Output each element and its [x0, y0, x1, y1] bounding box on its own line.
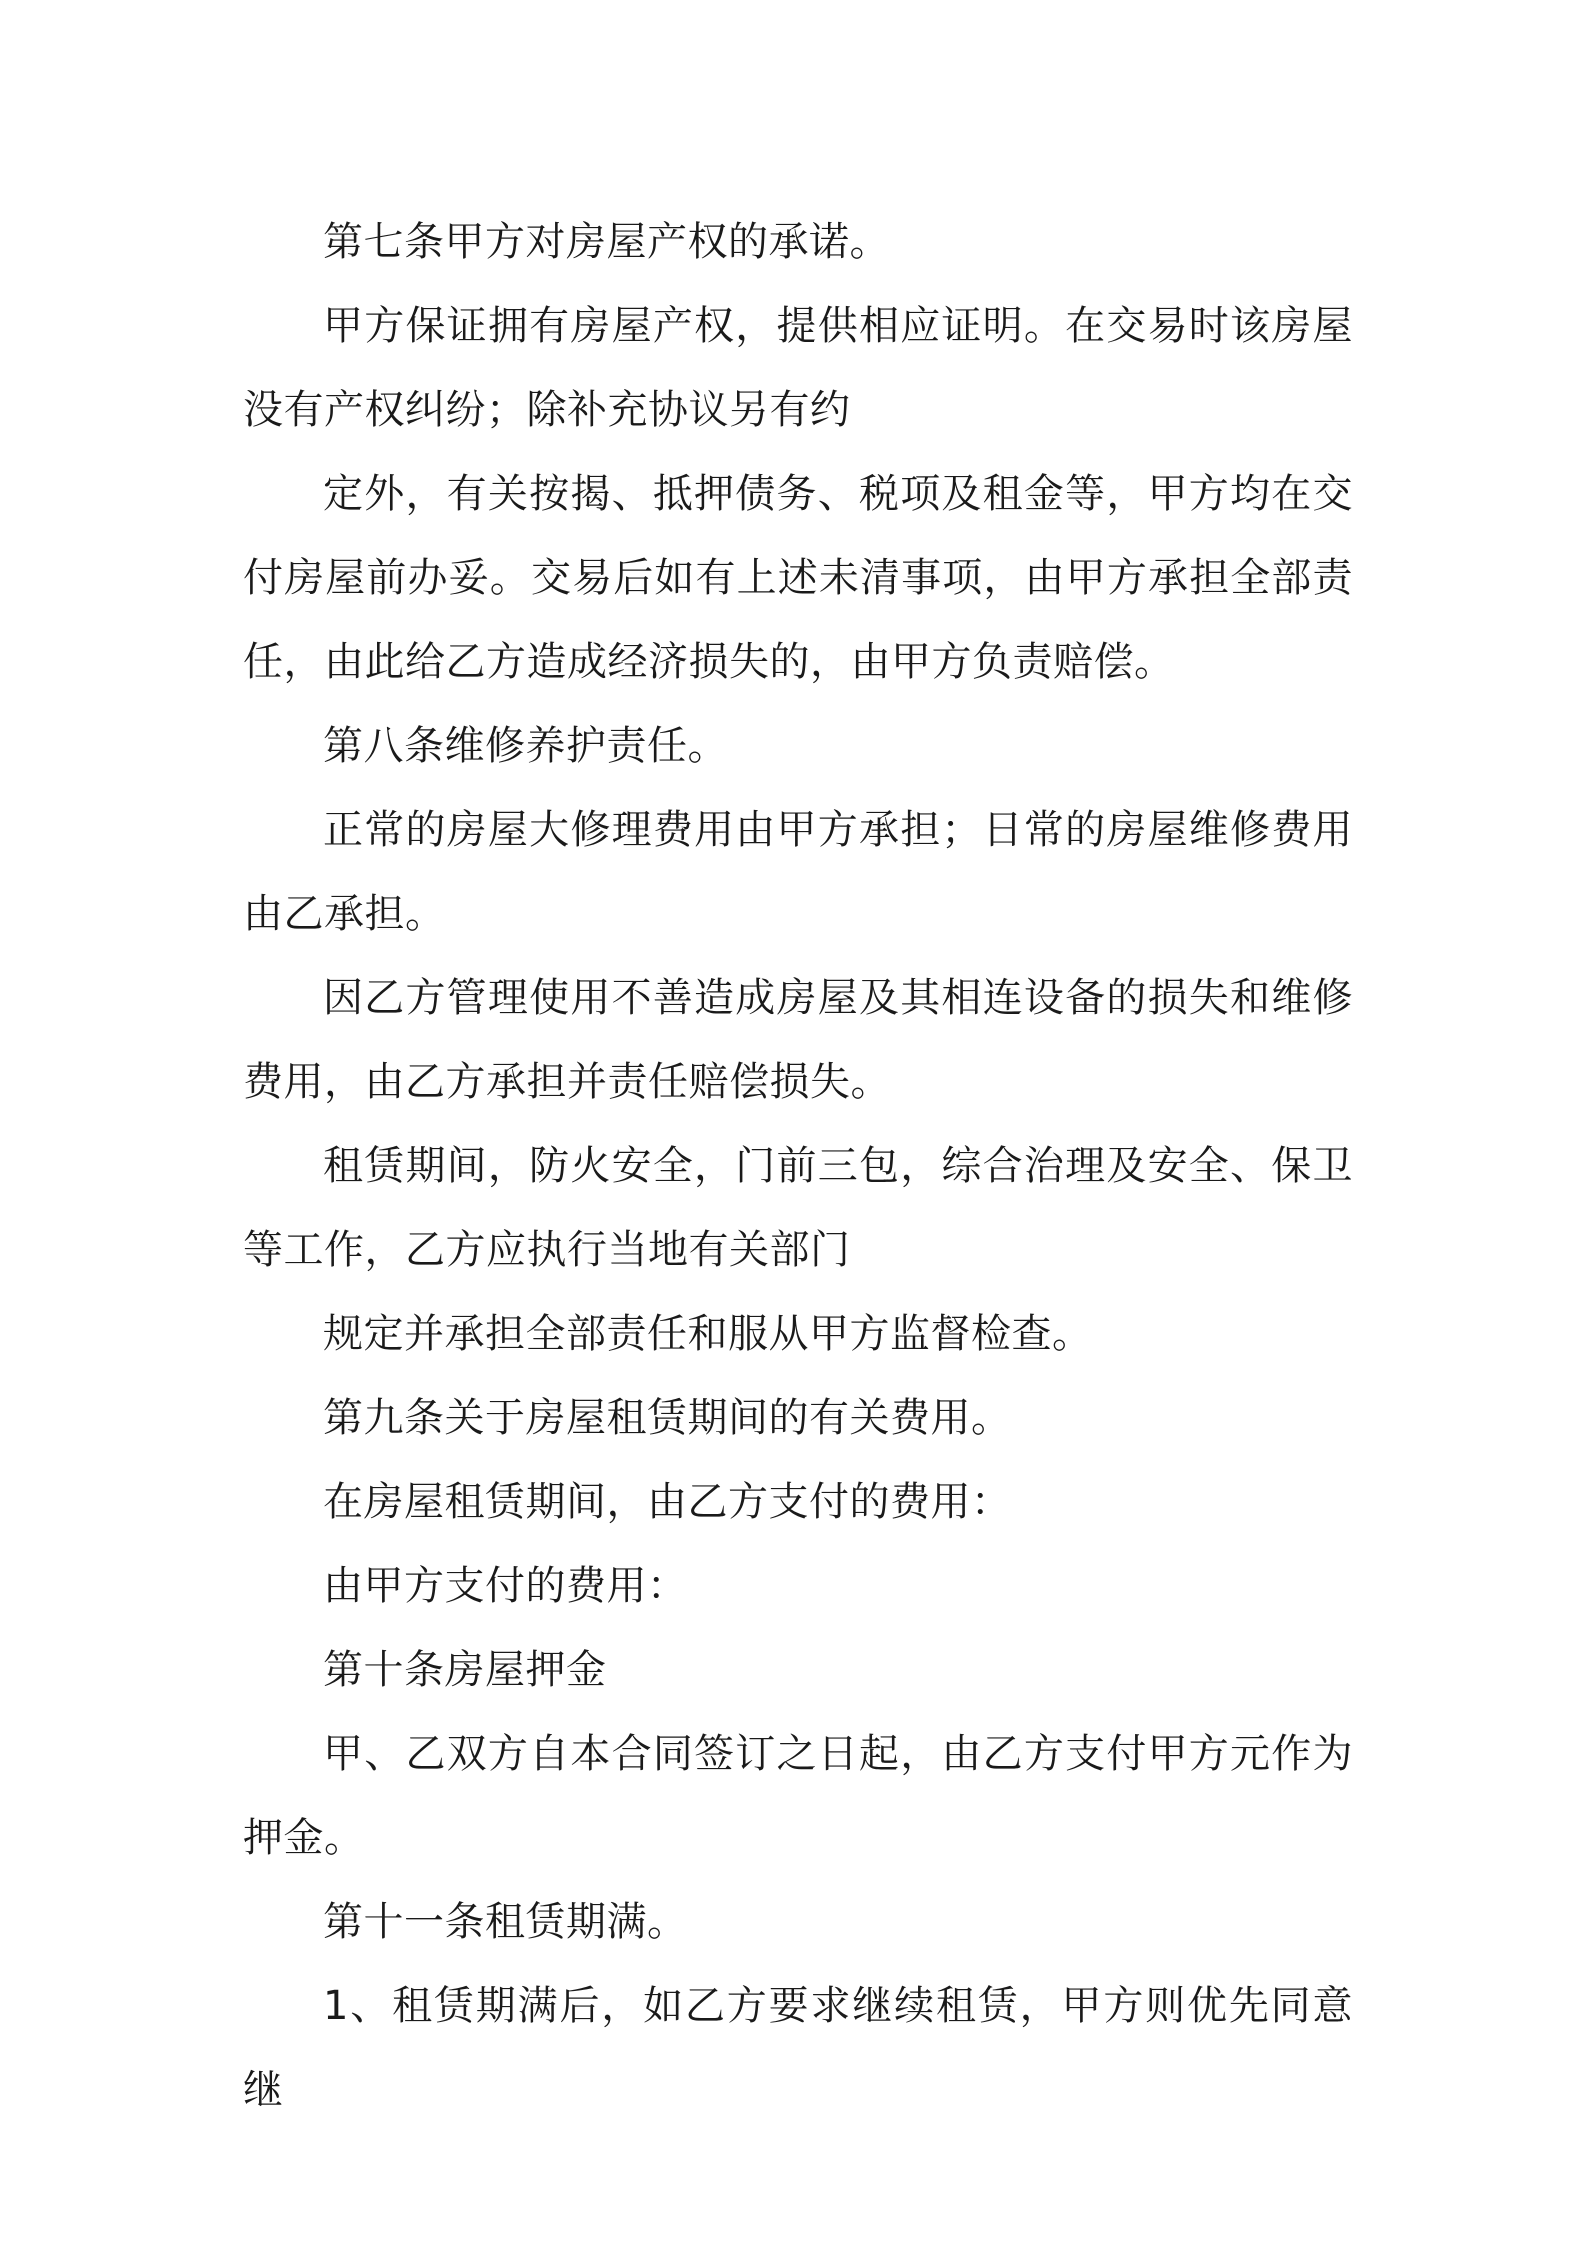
clause-8-paragraph-2: 因乙方管理使用不善造成房屋及其相连设备的损失和维修费用，由乙方承担并责任赔偿损失。: [243, 975, 1353, 1105]
document-body: [243, 200, 1353, 2132]
clause-7-paragraph-1: 甲方保证拥有房屋产权，提供相应证明。在交易时该房屋没有产权纠纷；除补充协议另有约: [243, 303, 1353, 433]
clause-9-paragraph-2: 由甲方支付的费用：: [323, 1563, 688, 1609]
clause-7-paragraph-2: 定外，有关按揭、抵押债务、税项及租金等，甲方均在交付房屋前办妥。交易后如有上述未清事项，由甲方承担全部责任，由此给乙方造成经济损失的，由甲方负责赔偿。: [243, 471, 1353, 685]
clause-9-paragraph-1: 在房屋租赁期间，由乙方支付的费用：: [323, 1479, 1012, 1525]
clause-10-paragraph-1: 甲、乙双方自本合同签订之日起，由乙方支付甲方元作为押金。: [243, 1731, 1353, 1861]
clause-8-paragraph-3: 租赁期间，防火安全，门前三包，综合治理及安全、保卫等工作，乙方应执行当地有关部门: [243, 1143, 1353, 1273]
clause-7-heading: 第七条甲方对房屋产权的承诺。: [323, 219, 890, 265]
clause-11-paragraph-1: 1、租赁期满后，如乙方要求继续租赁，甲方则优先同意继: [243, 1983, 1353, 2113]
clause-8-paragraph-1: 正常的房屋大修理费用由甲方承担；日常的房屋维修费用由乙承担。: [243, 807, 1353, 937]
clause-10-heading: 第十条房屋押金: [323, 1647, 607, 1693]
clause-8-paragraph-4: 规定并承担全部责任和服从甲方监督检查。: [323, 1311, 1093, 1357]
clause-8-heading: 第八条维修养护责任。: [323, 723, 728, 769]
clause-9-heading: 第九条关于房屋租赁期间的有关费用。: [323, 1395, 1012, 1441]
clause-11-heading: 第十一条租赁期满。: [323, 1899, 688, 1945]
